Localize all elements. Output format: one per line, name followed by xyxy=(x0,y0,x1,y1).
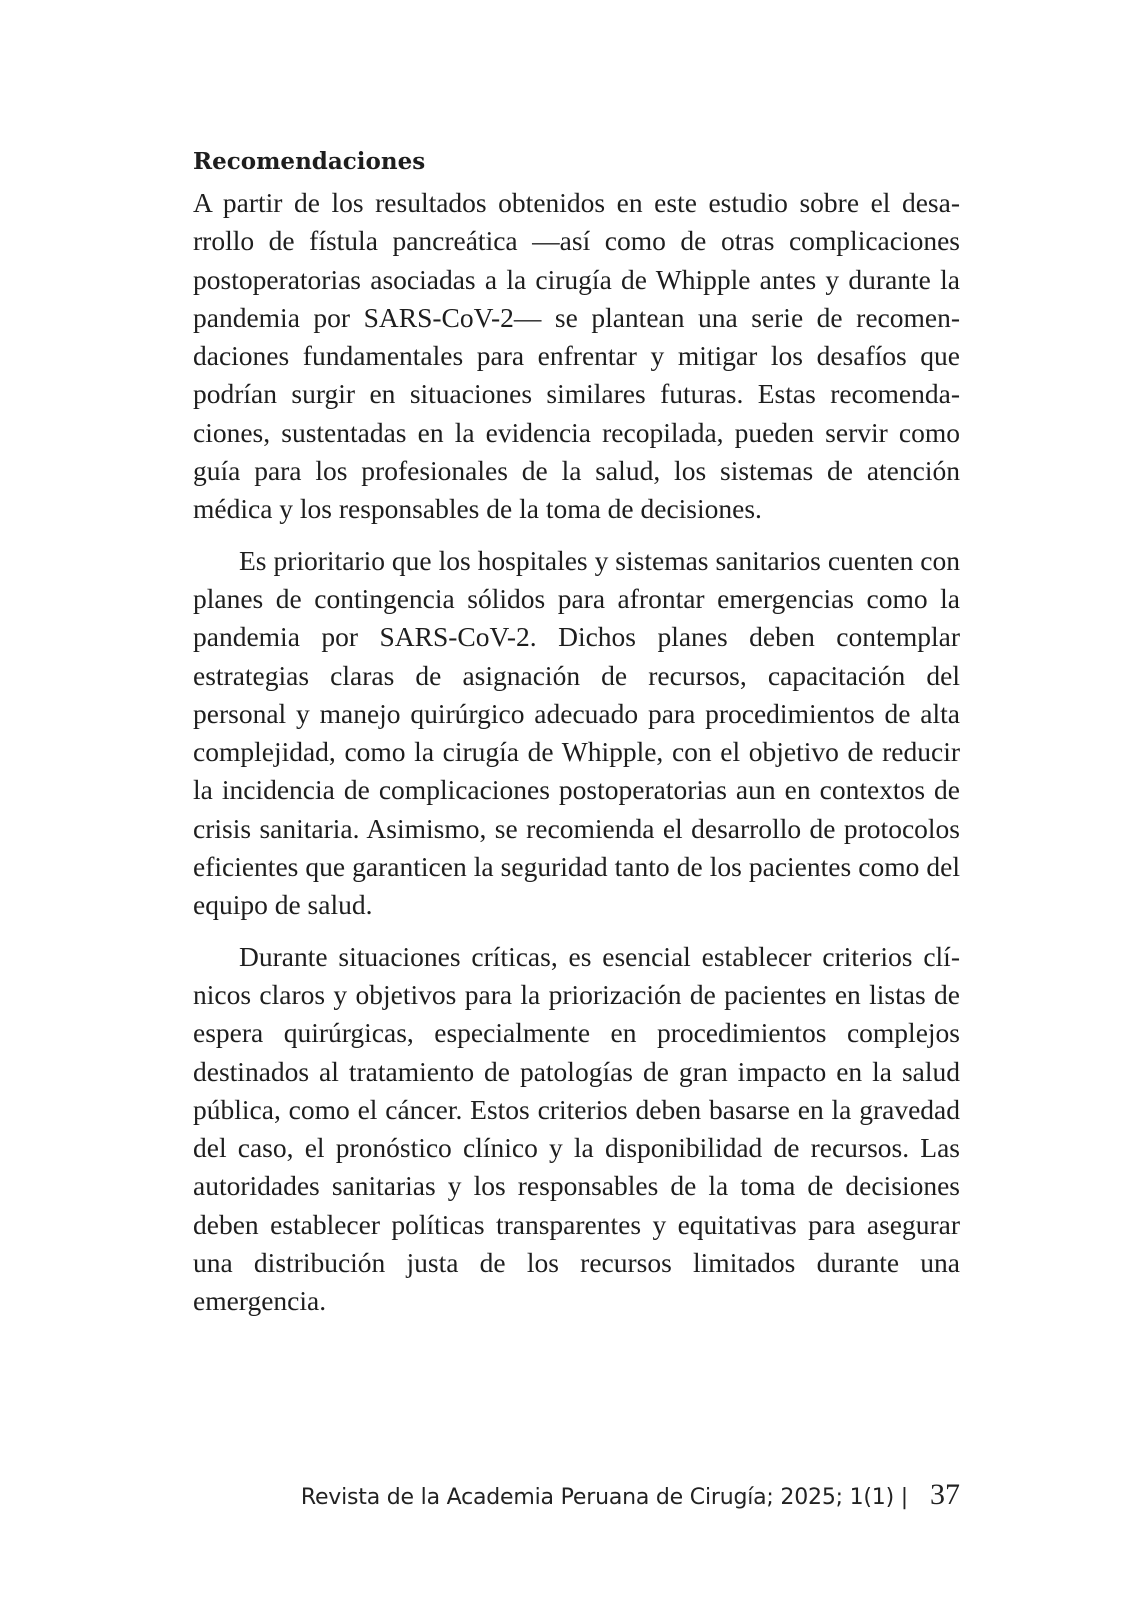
page-number: 37 xyxy=(930,1478,960,1511)
journal-citation: Revista de la Academia Peruana de Cirugía; 2025; 1(1) | xyxy=(300,1485,908,1510)
paragraph-2: Es prioritario que los hospitales y sistemas sanitarios cuenten con planes de contingencia sólidos para afrontar emergencias como la pandemia por SARS-CoV-2. Dichos planes deben contemplar estrategias claras de asignación de recursos, capacitación del personal y manejo quirúrgico adecuado para procedimientos de alta complejidad, como la cirugía de Whipple, con el objetivo de reducir la incidencia de complicaciones postoperatorias aun en contextos de crisis sanitaria. Asimismo, se recomienda el desarrollo de protocolos eficientes que garanticen la seguridad tanto de los pacientes como del equipo de salud. xyxy=(193,544,960,921)
page-content xyxy=(193,142,960,1321)
section-heading: Recomendaciones xyxy=(193,148,426,175)
paragraph-1: A partir de los resultados obtenidos en este estudio sobre el desarrollo de fístula pancreática —así como de otras complicaciones postoperatorias asociadas a la cirugía de Whipple antes y durante la pandemia por SARS-CoV-2— se plantean una serie de recomendaciones fundamentales para enfrentar y mitigar los desafíos que podrían surgir en situaciones similares futuras. Estas recomendaciones, sustentadas en la evidencia recopilada, pueden servir como guía para los profesionales de la salud, los sistemas de atención médica y los responsables de la toma de decisiones. xyxy=(193,187,960,525)
paragraph-3: Durante situaciones críticas, es esencial establecer criterios clínicos claros y objetivos para la priorización de pacientes en listas de espera quirúrgicas, especialmente en procedimientos complejos destinados al tratamiento de patologías de gran impacto en la salud pública, como el cáncer. Estos criterios deben basarse en la gravedad del caso, el pronóstico clínico y la disponibilidad de recursos. Las autoridades sanitarias y los responsables de la toma de decisiones deben establecer políticas transparentes y equitativas para asegurar una distribución justa de los recursos limitados durante una emergencia. xyxy=(193,940,960,1317)
page-footer xyxy=(0,1478,960,1518)
